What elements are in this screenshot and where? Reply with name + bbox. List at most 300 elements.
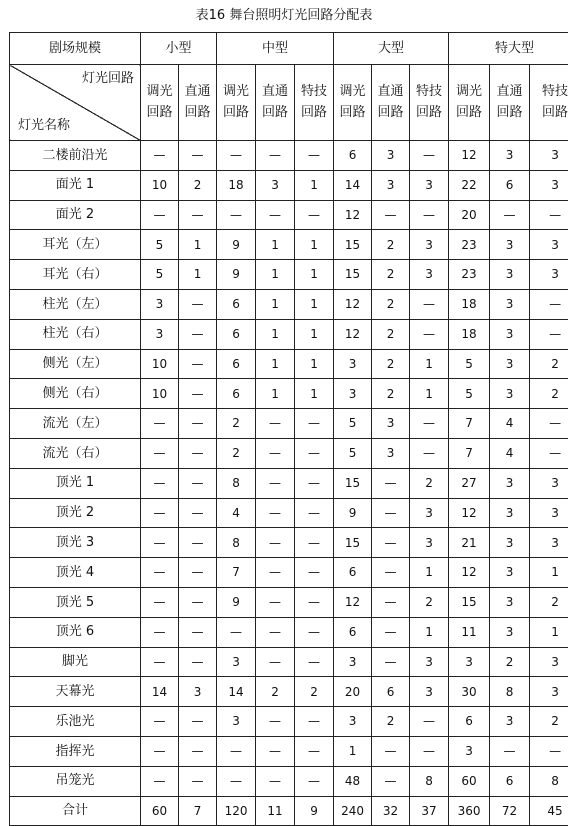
- value-cell: 1: [295, 349, 334, 379]
- value-cell: 8: [410, 766, 449, 796]
- group-medium: 中型: [217, 33, 334, 65]
- value-cell: 3: [490, 319, 530, 349]
- value-cell: —: [372, 498, 410, 528]
- value-cell: —: [141, 498, 179, 528]
- value-cell: 9: [334, 498, 372, 528]
- value-cell: —: [256, 200, 295, 230]
- value-cell: 3: [372, 141, 410, 171]
- row-name-cell: 指挥光: [10, 736, 141, 766]
- value-cell: 1: [295, 289, 334, 319]
- value-cell: 15: [334, 468, 372, 498]
- value-cell: 6: [334, 141, 372, 171]
- value-cell: 3: [490, 379, 530, 409]
- value-cell: —: [530, 200, 568, 230]
- value-cell: 3: [410, 647, 449, 677]
- table-row: [10, 170, 568, 200]
- value-cell: 2: [372, 260, 410, 290]
- value-cell: 48: [334, 766, 372, 796]
- value-cell: —: [217, 141, 256, 171]
- value-cell: —: [530, 409, 568, 439]
- table-row: [10, 677, 568, 707]
- value-cell: 2: [179, 170, 217, 200]
- value-cell: 15: [334, 230, 372, 260]
- value-cell: 3: [530, 677, 568, 707]
- table-row: [10, 498, 568, 528]
- row-name-cell: 面光 2: [10, 200, 141, 230]
- value-cell: 2: [490, 647, 530, 677]
- value-cell: 3: [334, 647, 372, 677]
- value-cell: 60: [141, 796, 179, 826]
- value-cell: 3: [141, 319, 179, 349]
- small-direct-header: 直通 回路: [179, 65, 217, 141]
- value-cell: 3: [372, 409, 410, 439]
- value-cell: 5: [449, 379, 490, 409]
- value-cell: —: [141, 528, 179, 558]
- value-cell: —: [372, 468, 410, 498]
- value-cell: 6: [372, 677, 410, 707]
- value-cell: 14: [217, 677, 256, 707]
- value-cell: 3: [530, 468, 568, 498]
- row-name-cell: 侧光（左）: [10, 349, 141, 379]
- value-cell: —: [179, 587, 217, 617]
- value-cell: —: [256, 617, 295, 647]
- scale-header: 剧场规模: [10, 33, 141, 65]
- value-cell: 3: [141, 289, 179, 319]
- value-cell: 8: [490, 677, 530, 707]
- value-cell: 60: [449, 766, 490, 796]
- value-cell: 3: [490, 141, 530, 171]
- value-cell: 3: [490, 468, 530, 498]
- value-cell: —: [179, 617, 217, 647]
- value-cell: 8: [217, 528, 256, 558]
- value-cell: —: [179, 736, 217, 766]
- value-cell: 3: [490, 260, 530, 290]
- value-cell: 3: [334, 349, 372, 379]
- table-row: [10, 468, 568, 498]
- value-cell: —: [179, 558, 217, 588]
- value-cell: 4: [490, 438, 530, 468]
- value-cell: 7: [217, 558, 256, 588]
- value-cell: —: [295, 617, 334, 647]
- value-cell: 3: [490, 349, 530, 379]
- row-name-cell: 顶光 3: [10, 528, 141, 558]
- value-cell: 3: [530, 528, 568, 558]
- value-cell: 22: [449, 170, 490, 200]
- value-cell: —: [295, 736, 334, 766]
- value-cell: 12: [334, 319, 372, 349]
- table-row: [10, 438, 568, 468]
- value-cell: 4: [490, 409, 530, 439]
- value-cell: 15: [449, 587, 490, 617]
- value-cell: 3: [530, 230, 568, 260]
- value-cell: 32: [372, 796, 410, 826]
- value-cell: —: [179, 200, 217, 230]
- value-cell: 12: [334, 200, 372, 230]
- value-cell: —: [256, 438, 295, 468]
- group-large: 大型: [334, 33, 449, 65]
- value-cell: 2: [372, 707, 410, 737]
- value-cell: 7: [449, 438, 490, 468]
- value-cell: 3: [256, 170, 295, 200]
- small-dim-header: 调光 回路: [141, 65, 179, 141]
- value-cell: 12: [334, 289, 372, 319]
- row-name-cell: 乐池光: [10, 707, 141, 737]
- value-cell: —: [141, 438, 179, 468]
- value-cell: 5: [334, 409, 372, 439]
- value-cell: 2: [372, 319, 410, 349]
- value-cell: —: [490, 200, 530, 230]
- value-cell: —: [295, 587, 334, 617]
- row-name-cell: 耳光（左）: [10, 230, 141, 260]
- row-name-cell: 耳光（右）: [10, 260, 141, 290]
- value-cell: —: [410, 736, 449, 766]
- value-cell: 15: [334, 528, 372, 558]
- value-cell: 14: [141, 677, 179, 707]
- value-cell: 5: [334, 438, 372, 468]
- value-cell: 6: [334, 617, 372, 647]
- value-cell: 1: [530, 558, 568, 588]
- row-name-cell: 顶光 2: [10, 498, 141, 528]
- xl-special-header: 特技 回路: [530, 65, 568, 141]
- value-cell: 3: [490, 528, 530, 558]
- value-cell: —: [372, 766, 410, 796]
- value-cell: —: [179, 647, 217, 677]
- value-cell: 1: [256, 379, 295, 409]
- diagonal-top-label: 灯光回路: [82, 71, 134, 87]
- value-cell: —: [295, 528, 334, 558]
- value-cell: 2: [372, 230, 410, 260]
- value-cell: 2: [530, 707, 568, 737]
- value-cell: —: [256, 528, 295, 558]
- value-cell: 8: [217, 468, 256, 498]
- value-cell: —: [141, 558, 179, 588]
- row-name-cell: 合计: [10, 796, 141, 826]
- row-name-cell: 流光（左）: [10, 409, 141, 439]
- value-cell: 2: [295, 677, 334, 707]
- value-cell: 10: [141, 349, 179, 379]
- value-cell: 4: [217, 498, 256, 528]
- value-cell: —: [141, 617, 179, 647]
- value-cell: —: [256, 498, 295, 528]
- value-cell: 3: [334, 707, 372, 737]
- value-cell: 3: [449, 736, 490, 766]
- value-cell: —: [372, 558, 410, 588]
- header-row-scale: [10, 33, 568, 65]
- value-cell: —: [410, 707, 449, 737]
- value-cell: 9: [217, 587, 256, 617]
- value-cell: —: [179, 498, 217, 528]
- value-cell: 3: [179, 677, 217, 707]
- group-small: 小型: [141, 33, 217, 65]
- value-cell: 5: [141, 230, 179, 260]
- value-cell: —: [256, 558, 295, 588]
- table-row: [10, 617, 568, 647]
- large-special-header: 特技 回路: [410, 65, 449, 141]
- value-cell: —: [256, 141, 295, 171]
- value-cell: 2: [372, 349, 410, 379]
- value-cell: 3: [410, 170, 449, 200]
- medium-special-header: 特技 回路: [295, 65, 334, 141]
- value-cell: 12: [449, 141, 490, 171]
- value-cell: 1: [295, 319, 334, 349]
- value-cell: —: [295, 200, 334, 230]
- value-cell: 72: [490, 796, 530, 826]
- value-cell: —: [141, 409, 179, 439]
- value-cell: 3: [530, 170, 568, 200]
- value-cell: —: [372, 528, 410, 558]
- value-cell: 6: [217, 319, 256, 349]
- table-row: [10, 141, 568, 171]
- value-cell: —: [295, 409, 334, 439]
- value-cell: —: [410, 409, 449, 439]
- table-row: [10, 379, 568, 409]
- value-cell: —: [179, 766, 217, 796]
- value-cell: 12: [449, 558, 490, 588]
- value-cell: 3: [372, 170, 410, 200]
- value-cell: 3: [410, 260, 449, 290]
- xl-direct-header: 直通 回路: [490, 65, 530, 141]
- value-cell: 14: [334, 170, 372, 200]
- value-cell: 12: [334, 587, 372, 617]
- value-cell: —: [372, 647, 410, 677]
- value-cell: 1: [334, 736, 372, 766]
- value-cell: 3: [372, 438, 410, 468]
- table-row: [10, 319, 568, 349]
- value-cell: —: [141, 647, 179, 677]
- row-name-cell: 柱光（左）: [10, 289, 141, 319]
- value-cell: —: [410, 141, 449, 171]
- value-cell: —: [141, 141, 179, 171]
- value-cell: —: [295, 141, 334, 171]
- table-row: [10, 736, 568, 766]
- value-cell: —: [141, 736, 179, 766]
- value-cell: 2: [256, 677, 295, 707]
- value-cell: 37: [410, 796, 449, 826]
- value-cell: 18: [217, 170, 256, 200]
- value-cell: 1: [179, 260, 217, 290]
- value-cell: —: [179, 289, 217, 319]
- value-cell: —: [295, 438, 334, 468]
- diagonal-header-cell: [10, 65, 141, 141]
- row-name-cell: 脚光: [10, 647, 141, 677]
- table-caption: 表16 舞台照明灯光回路分配表: [0, 0, 568, 32]
- value-cell: —: [295, 766, 334, 796]
- value-cell: —: [256, 587, 295, 617]
- value-cell: —: [217, 617, 256, 647]
- value-cell: —: [256, 647, 295, 677]
- value-cell: —: [217, 200, 256, 230]
- value-cell: —: [372, 200, 410, 230]
- value-cell: 1: [295, 170, 334, 200]
- value-cell: —: [179, 707, 217, 737]
- table-row: [10, 289, 568, 319]
- value-cell: 1: [179, 230, 217, 260]
- value-cell: 3: [490, 587, 530, 617]
- value-cell: 6: [449, 707, 490, 737]
- value-cell: —: [179, 438, 217, 468]
- value-cell: 240: [334, 796, 372, 826]
- value-cell: 20: [334, 677, 372, 707]
- value-cell: —: [295, 498, 334, 528]
- value-cell: —: [179, 319, 217, 349]
- row-name-cell: 二楼前沿光: [10, 141, 141, 171]
- diagonal-bottom-label: 灯光名称: [18, 118, 70, 134]
- table-row: [10, 200, 568, 230]
- value-cell: 9: [217, 230, 256, 260]
- value-cell: 3: [490, 707, 530, 737]
- value-cell: 3: [410, 528, 449, 558]
- value-cell: 120: [217, 796, 256, 826]
- value-cell: 18: [449, 319, 490, 349]
- value-cell: 3: [490, 558, 530, 588]
- value-cell: 11: [256, 796, 295, 826]
- value-cell: 2: [530, 349, 568, 379]
- value-cell: 3: [530, 647, 568, 677]
- table-row: [10, 796, 568, 826]
- value-cell: —: [410, 200, 449, 230]
- value-cell: 6: [490, 766, 530, 796]
- row-name-cell: 顶光 5: [10, 587, 141, 617]
- value-cell: —: [372, 617, 410, 647]
- group-extra-large: 特大型: [449, 33, 568, 65]
- value-cell: 360: [449, 796, 490, 826]
- row-name-cell: 柱光（右）: [10, 319, 141, 349]
- value-cell: —: [179, 349, 217, 379]
- value-cell: 3: [334, 379, 372, 409]
- value-cell: —: [256, 766, 295, 796]
- value-cell: 3: [530, 498, 568, 528]
- value-cell: —: [295, 558, 334, 588]
- value-cell: 45: [530, 796, 568, 826]
- value-cell: —: [372, 736, 410, 766]
- value-cell: —: [530, 438, 568, 468]
- value-cell: —: [295, 468, 334, 498]
- value-cell: 12: [449, 498, 490, 528]
- value-cell: —: [256, 707, 295, 737]
- value-cell: 2: [372, 289, 410, 319]
- value-cell: 1: [410, 379, 449, 409]
- value-cell: 1: [256, 230, 295, 260]
- table-row: [10, 587, 568, 617]
- lighting-circuit-table: [9, 32, 568, 826]
- value-cell: 11: [449, 617, 490, 647]
- value-cell: 1: [295, 260, 334, 290]
- value-cell: —: [141, 707, 179, 737]
- value-cell: —: [217, 766, 256, 796]
- row-name-cell: 顶光 6: [10, 617, 141, 647]
- value-cell: 5: [449, 349, 490, 379]
- value-cell: 1: [530, 617, 568, 647]
- value-cell: 27: [449, 468, 490, 498]
- large-direct-header: 直通 回路: [372, 65, 410, 141]
- value-cell: 3: [410, 498, 449, 528]
- table-row: [10, 766, 568, 796]
- value-cell: —: [410, 438, 449, 468]
- value-cell: 1: [295, 230, 334, 260]
- value-cell: 3: [490, 230, 530, 260]
- value-cell: 3: [530, 260, 568, 290]
- value-cell: 3: [530, 141, 568, 171]
- value-cell: 2: [410, 587, 449, 617]
- value-cell: 5: [141, 260, 179, 290]
- value-cell: —: [295, 647, 334, 677]
- value-cell: —: [530, 319, 568, 349]
- row-name-cell: 天幕光: [10, 677, 141, 707]
- value-cell: 3: [449, 647, 490, 677]
- table-row: [10, 647, 568, 677]
- value-cell: 6: [217, 289, 256, 319]
- value-cell: 10: [141, 170, 179, 200]
- value-cell: 6: [334, 558, 372, 588]
- value-cell: 3: [490, 289, 530, 319]
- row-name-cell: 流光（右）: [10, 438, 141, 468]
- value-cell: 2: [410, 468, 449, 498]
- value-cell: —: [179, 409, 217, 439]
- value-cell: 3: [490, 498, 530, 528]
- value-cell: 3: [217, 707, 256, 737]
- value-cell: 1: [410, 558, 449, 588]
- value-cell: 1: [295, 379, 334, 409]
- value-cell: —: [141, 200, 179, 230]
- value-cell: 6: [217, 349, 256, 379]
- value-cell: 9: [295, 796, 334, 826]
- value-cell: —: [256, 409, 295, 439]
- value-cell: —: [410, 289, 449, 319]
- value-cell: —: [141, 468, 179, 498]
- xl-dim-header: 调光 回路: [449, 65, 490, 141]
- value-cell: 7: [179, 796, 217, 826]
- value-cell: 23: [449, 230, 490, 260]
- row-name-cell: 侧光（右）: [10, 379, 141, 409]
- medium-direct-header: 直通 回路: [256, 65, 295, 141]
- table-row: [10, 707, 568, 737]
- value-cell: 8: [530, 766, 568, 796]
- value-cell: —: [256, 468, 295, 498]
- value-cell: 1: [256, 289, 295, 319]
- row-name-cell: 吊笼光: [10, 766, 141, 796]
- table-row: [10, 409, 568, 439]
- value-cell: —: [179, 468, 217, 498]
- value-cell: 2: [530, 379, 568, 409]
- value-cell: 2: [217, 438, 256, 468]
- value-cell: 18: [449, 289, 490, 319]
- value-cell: 3: [217, 647, 256, 677]
- value-cell: 30: [449, 677, 490, 707]
- value-cell: —: [530, 736, 568, 766]
- value-cell: 1: [410, 349, 449, 379]
- value-cell: 7: [449, 409, 490, 439]
- value-cell: 3: [410, 677, 449, 707]
- value-cell: —: [490, 736, 530, 766]
- header-row-circuit-types: [10, 65, 568, 141]
- value-cell: —: [372, 587, 410, 617]
- row-name-cell: 顶光 4: [10, 558, 141, 588]
- value-cell: 1: [256, 349, 295, 379]
- table-row: [10, 349, 568, 379]
- table-row: [10, 528, 568, 558]
- value-cell: 9: [217, 260, 256, 290]
- value-cell: 3: [490, 617, 530, 647]
- value-cell: —: [179, 379, 217, 409]
- value-cell: 1: [256, 260, 295, 290]
- value-cell: —: [256, 736, 295, 766]
- value-cell: 21: [449, 528, 490, 558]
- value-cell: 6: [490, 170, 530, 200]
- value-cell: 23: [449, 260, 490, 290]
- value-cell: 2: [372, 379, 410, 409]
- value-cell: 10: [141, 379, 179, 409]
- value-cell: 1: [410, 617, 449, 647]
